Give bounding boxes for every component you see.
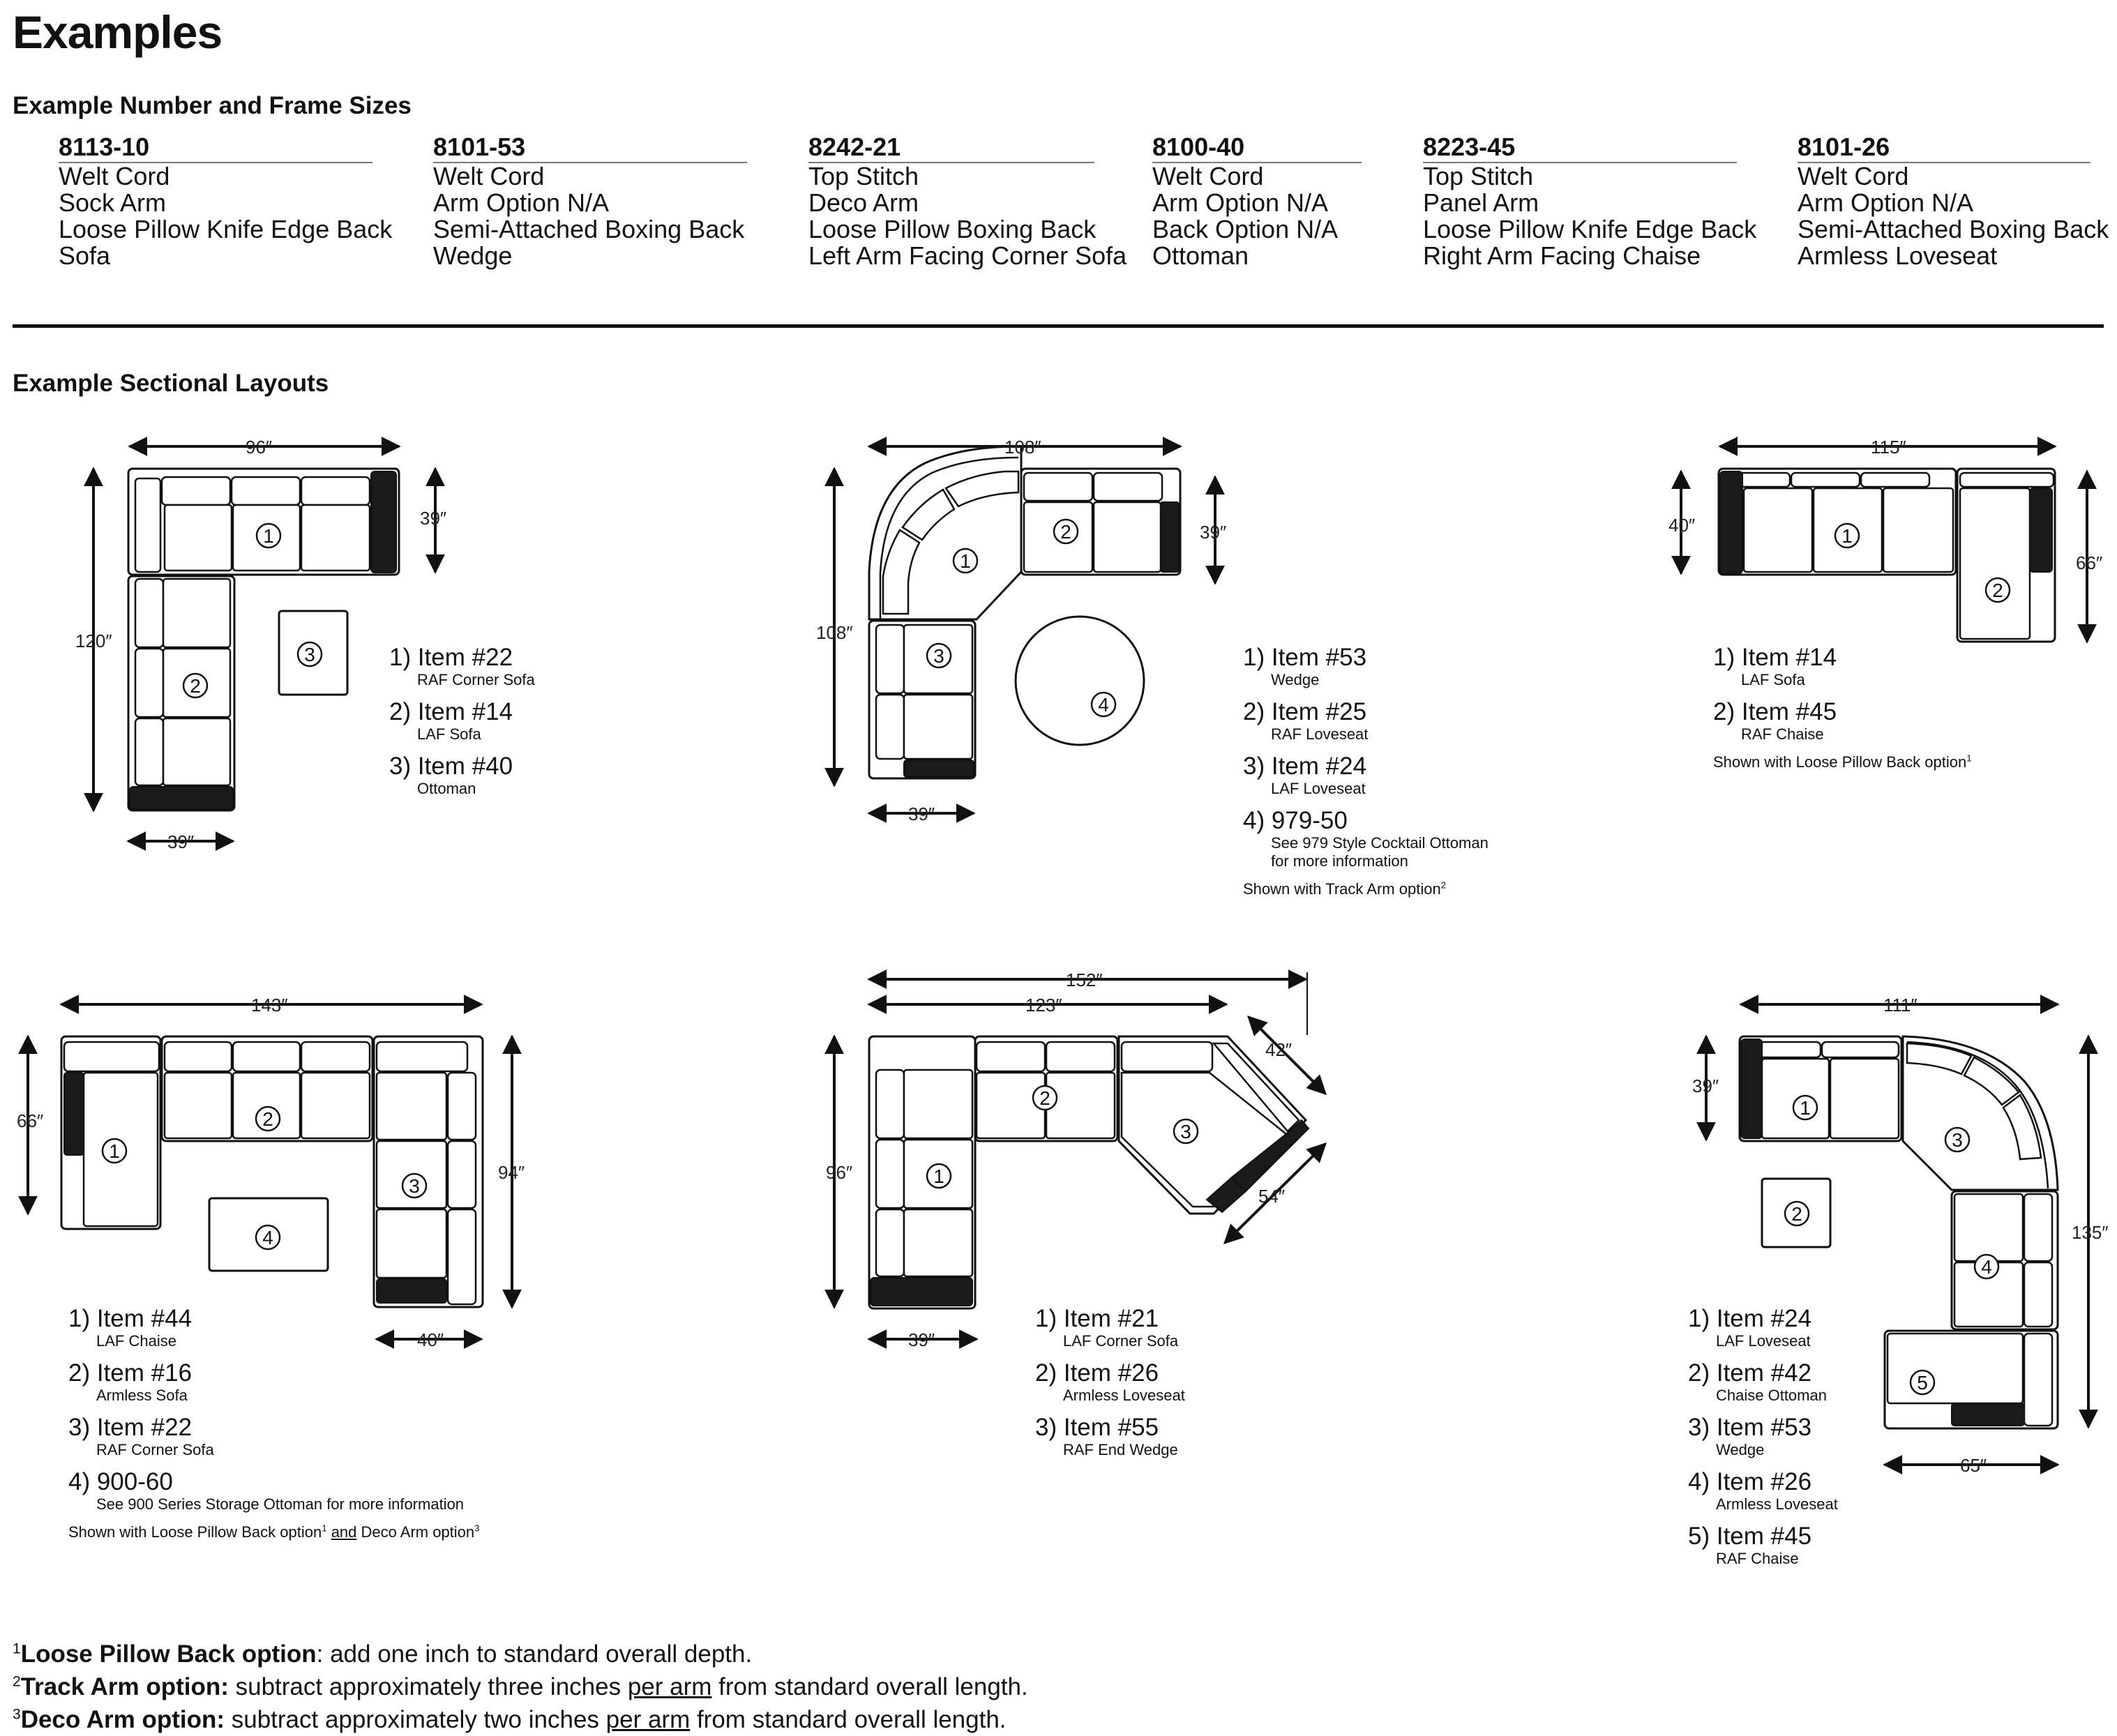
svg-text:2: 2 [1791, 1203, 1802, 1225]
legend-item: 4) Item #26 [1688, 1468, 1812, 1495]
legend-desc: See 900 Series Storage Ottoman for more information [96, 1495, 465, 1513]
legend-desc: Ottoman [417, 780, 476, 797]
example-line: Panel Arm [1423, 188, 1539, 217]
example-line: Loose Pillow Knife Edge Back [59, 215, 393, 243]
example-line: Ottoman [1152, 241, 1249, 270]
legend-item: 1) Item #21 [1035, 1305, 1159, 1332]
legend-desc: LAF Loveseat [1716, 1332, 1811, 1350]
legend-item: 1) Item #24 [1688, 1305, 1812, 1332]
legend-desc: for more information [1271, 852, 1408, 870]
svg-text:2: 2 [1992, 580, 2003, 601]
dimension-label: 94″ [498, 1162, 525, 1183]
legend-desc: RAF Loveseat [1271, 725, 1369, 743]
item-marker [1785, 1202, 1809, 1225]
legend-item: 2) Item #25 [1243, 698, 1367, 725]
svg-text:3: 3 [1180, 1121, 1191, 1142]
item-marker [183, 674, 207, 697]
example-line: Back Option N/A [1152, 215, 1339, 243]
svg-text:4: 4 [262, 1227, 273, 1248]
legend-item: 1) Item #53 [1243, 644, 1367, 671]
example-number: 8223-45 [1423, 134, 1737, 163]
legend-note: Shown with Track Arm option$^2$ [1243, 880, 1447, 898]
item-marker [103, 1139, 126, 1163]
dimension-label: 39″ [167, 831, 195, 852]
example-line: Arm Option N/A [1798, 188, 1974, 217]
svg-text:2: 2 [1060, 521, 1071, 543]
item-marker [1835, 524, 1859, 548]
item-marker [1911, 1371, 1934, 1394]
example-number: 8242-21 [808, 134, 1094, 163]
item-marker [256, 1225, 280, 1249]
legend-item: 3) Item #40 [389, 753, 513, 780]
dimension-label: 108″ [816, 622, 853, 643]
legend-desc: LAF Loveseat [1271, 780, 1366, 797]
example-line: Armless Loveseat [1798, 241, 1998, 270]
legend-item: 1) Item #22 [389, 644, 513, 671]
example-line: Welt Cord [1152, 162, 1264, 190]
dimension-label: 135″ [2072, 1222, 2109, 1243]
layout-4-legend [68, 1306, 480, 1541]
cocktail-ottoman-piece [1016, 617, 1144, 745]
item-marker [1174, 1119, 1198, 1143]
example-line: Welt Cord [433, 162, 545, 190]
svg-text:1: 1 [263, 525, 274, 547]
legend-item: 3) Item #55 [1035, 1414, 1159, 1441]
sectional-layouts-heading: Example Sectional Layouts [13, 370, 329, 397]
example-line: Sofa [59, 241, 111, 270]
example-line: Welt Cord [59, 162, 170, 190]
item-marker [927, 644, 951, 667]
legend-desc: LAF Chaise [96, 1332, 176, 1350]
dimension-label: 111″ [1883, 995, 1918, 1016]
item-marker [1054, 520, 1078, 543]
legend-desc: LAF Sofa [1741, 671, 1805, 688]
footnote: $^1$Loose Pillow Back option: add one inch to standard overall depth. [13, 1640, 753, 1668]
item-marker [1793, 1096, 1817, 1119]
legend-item: 2) Item #16 [68, 1359, 193, 1387]
legend-desc: RAF Corner Sofa [96, 1441, 214, 1458]
legend-item: 5) Item #45 [1688, 1523, 1812, 1550]
legend-item: 2) Item #26 [1035, 1359, 1159, 1387]
svg-text:1: 1 [109, 1140, 120, 1162]
example-line: Semi-Attached Boxing Back [433, 215, 745, 243]
item-marker [1945, 1128, 1969, 1152]
item-marker [1033, 1086, 1057, 1110]
svg-text:3: 3 [1952, 1129, 1963, 1151]
frame-sizes-heading: Example Number and Frame Sizes [13, 92, 412, 119]
legend-desc: RAF Chaise [1716, 1550, 1799, 1567]
laf-sofa-piece [1719, 469, 1956, 575]
layout-2-legend [1243, 644, 1489, 898]
example-line: Sock Arm [59, 188, 167, 217]
layout-1-legend [389, 644, 535, 808]
laf-chaise-piece [61, 1036, 160, 1229]
layout-5-plan [826, 969, 1325, 1350]
svg-text:1: 1 [1841, 525, 1853, 547]
example-line: Arm Option N/A [433, 188, 610, 217]
example-line: Right Arm Facing Chaise [1423, 241, 1701, 270]
corner-sofa-piece [128, 469, 399, 575]
dimension-label: 39″ [1692, 1075, 1719, 1096]
item-marker [954, 549, 977, 573]
dimension-label: 39″ [908, 803, 935, 824]
dimension-label: 39″ [420, 508, 447, 529]
legend-item: 3) Item #24 [1243, 753, 1367, 780]
item-marker [298, 642, 322, 666]
legend-desc: LAF Sofa [417, 725, 481, 743]
svg-text:3: 3 [409, 1175, 420, 1197]
wedge-piece [869, 446, 1021, 619]
legend-desc: RAF End Wedge [1063, 1441, 1178, 1458]
example-number: 8113-10 [59, 134, 372, 163]
example-number: 8100-40 [1152, 134, 1362, 163]
svg-text:4: 4 [1981, 1256, 1992, 1278]
dimension-label: 42″ [1265, 1039, 1293, 1060]
armless-loveseat-piece [1952, 1191, 2058, 1329]
example-line: Welt Cord [1798, 162, 1909, 190]
legend-item: 1) Item #44 [68, 1305, 193, 1332]
svg-text:1: 1 [933, 1165, 944, 1187]
legend-item: 4) 979-50 [1243, 807, 1348, 834]
legend-note: Shown with Loose Pillow Back option$^1$ [1713, 753, 1972, 771]
legend-desc: Armless Loveseat [1716, 1495, 1838, 1513]
legend-item: 1) Item #14 [1713, 644, 1837, 671]
dimension-label: 39″ [908, 1329, 935, 1350]
legend-item: 2) Item #14 [389, 698, 513, 725]
raf-chaise-piece [1957, 469, 2055, 642]
laf-loveseat-piece [1740, 1036, 1901, 1141]
svg-text:5: 5 [1917, 1372, 1928, 1394]
legend-item: 2) Item #45 [1713, 698, 1837, 725]
item-marker [257, 524, 280, 548]
dimension-label: 66″ [2076, 552, 2103, 573]
item-marker [927, 1164, 951, 1188]
dimension-label: 96″ [826, 1162, 853, 1183]
example-line: Left Arm Facing Corner Sofa [808, 241, 1127, 270]
dimension-label: 96″ [246, 437, 273, 458]
dimension-label: 40″ [1668, 515, 1696, 536]
legend-item: 3) Item #22 [68, 1414, 193, 1441]
example-number: 8101-26 [1798, 134, 2090, 163]
legend-item: 4) 900-60 [68, 1468, 173, 1495]
legend-desc: Wedge [1716, 1441, 1765, 1458]
dimension-label: 65″ [1960, 1455, 1987, 1476]
svg-text:3: 3 [304, 644, 315, 665]
item-marker [1986, 578, 2010, 602]
wedge-piece [1903, 1036, 2058, 1190]
dimension-label: 123″ [1025, 995, 1062, 1016]
example-line: Semi-Attached Boxing Back [1798, 215, 2109, 243]
laf-corner-sofa-piece [869, 1036, 975, 1308]
svg-text:1: 1 [1800, 1097, 1811, 1119]
legend-desc: LAF Corner Sofa [1063, 1332, 1179, 1350]
example-number: 8101-53 [433, 134, 747, 163]
legend-desc: Armless Loveseat [1063, 1387, 1185, 1404]
legend-note: Shown with Loose Pillow Back option$^1$ and Deco Arm option$^3$ [68, 1523, 480, 1541]
footnotes [13, 1638, 1028, 1736]
example-line: Wedge [433, 241, 513, 270]
example-line: Loose Pillow Knife Edge Back [1423, 215, 1757, 243]
item-marker [402, 1174, 426, 1198]
dimension-label: 54″ [1258, 1186, 1286, 1207]
layout-2-plan [816, 437, 1226, 824]
example-line: Top Stitch [808, 162, 919, 190]
legend-item: 3) Item #53 [1688, 1414, 1812, 1441]
legend-desc: RAF Corner Sofa [417, 671, 535, 688]
layout-4-plan [17, 995, 525, 1350]
legend-desc: RAF Chaise [1741, 725, 1824, 743]
raf-corner-sofa-piece [374, 1036, 483, 1307]
dimension-label: 108″ [1004, 437, 1041, 458]
dimension-label: 152″ [1066, 969, 1103, 990]
item-marker [1975, 1255, 1998, 1278]
layout-3-legend [1713, 644, 1972, 771]
laf-sofa-piece [128, 576, 234, 810]
svg-text:2: 2 [262, 1108, 273, 1130]
footnote: $^2$Track Arm option: subtract approximately three inches per arm from standard overall length. [13, 1673, 1028, 1700]
example-line: Loose Pillow Boxing Back [808, 215, 1097, 243]
svg-text:2: 2 [1039, 1087, 1050, 1109]
svg-text:3: 3 [933, 645, 944, 667]
dimension-label: 120″ [75, 631, 112, 651]
svg-text:1: 1 [960, 550, 971, 572]
legend-desc: See 979 Style Cocktail Ottoman [1271, 834, 1489, 852]
laf-loveseat-piece [869, 621, 975, 778]
layout-5-legend [1035, 1306, 1185, 1469]
example-line: Arm Option N/A [1152, 188, 1329, 217]
svg-text:4: 4 [1098, 694, 1109, 716]
legend-desc: Chaise Ottoman [1716, 1387, 1827, 1404]
layout-3-plan [1668, 437, 2102, 642]
item-marker [1092, 693, 1115, 716]
svg-text:2: 2 [190, 675, 201, 697]
raf-loveseat-piece [1021, 469, 1180, 575]
item-marker [256, 1107, 280, 1131]
layout-6-legend [1688, 1306, 1838, 1578]
legend-item: 2) Item #42 [1688, 1359, 1812, 1387]
dimension-label: 115″ [1871, 437, 1906, 458]
example-line: Top Stitch [1423, 162, 1534, 190]
example-line: Deco Arm [808, 188, 919, 217]
footnote: $^3$Deco Arm option: subtract approximately two inches per arm from standard overall length. [13, 1706, 1007, 1733]
legend-desc: Wedge [1271, 671, 1320, 688]
dimension-label: 66″ [17, 1110, 44, 1131]
dimension-label: 40″ [417, 1329, 444, 1350]
dimension-label: 143″ [251, 995, 288, 1016]
page-title: Examples [13, 6, 223, 58]
dimension-label: 39″ [1200, 522, 1227, 543]
legend-desc: Armless Sofa [96, 1387, 188, 1404]
